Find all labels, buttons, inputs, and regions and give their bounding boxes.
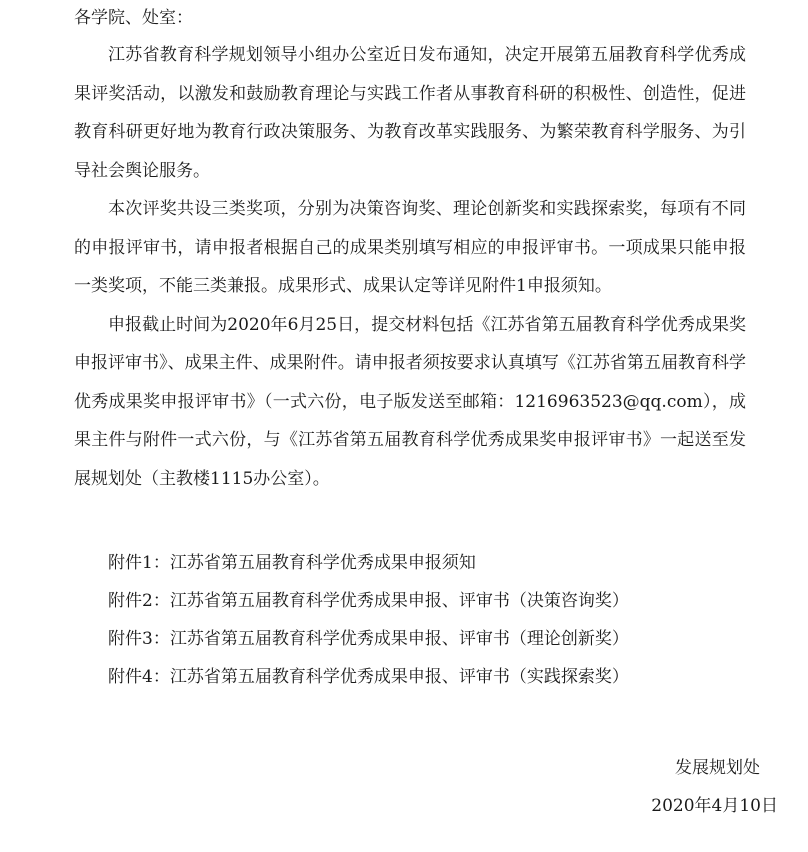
- signature-organization: 发展规划处: [675, 758, 760, 778]
- signature-date: 2020年4月10日: [651, 796, 778, 816]
- attachment-item: 附件2：江苏省第五届教育科学优秀成果申报、评审书（决策咨询奖）: [108, 591, 629, 611]
- notice-document: [74, 0, 746, 696]
- body-paragraph-deadline: 申报截止时间为2020年6月25日，提交材料包括《江苏省第五届教育科学优秀成果奖申报评审书》、成果主件、成果附件。请申报者须按要求认真填写《江苏省第五届教育科学优秀成果奖申报评审书》（一式六份，电子版发送至邮箱：1216963523@qq.com），成果主件与附件一式六份，与《江苏省第五届教育科学优秀成果奖申报评审书》一起送至发展规划处（主教楼1115办公室）。: [74, 314, 746, 489]
- attachment-item: 附件3：江苏省第五届教育科学优秀成果申报、评审书（理论创新奖）: [108, 629, 629, 649]
- body-paragraph-awards: 本次评奖共设三类奖项，分别为决策咨询奖、理论创新奖和实践探索奖，每项有不同的申报评审书，请申报者根据自己的成果类别填写相应的申报评审书。一项成果只能申报一类奖项，不能三类兼报。成果形式、成果认定等详见附件1申报须知。: [74, 199, 746, 296]
- attachment-item: 附件4：江苏省第五届教育科学优秀成果申报、评审书（实践探索奖）: [108, 667, 629, 687]
- attachment-item: 附件1：江苏省第五届教育科学优秀成果申报须知: [108, 553, 476, 573]
- salutation: 各学院、处室：: [74, 8, 193, 28]
- section-spacer: [74, 498, 746, 544]
- body-paragraph-intro: 江苏省教育科学规划领导小组办公室近日发布通知，决定开展第五届教育科学优秀成果评奖活动，以激发和鼓励教育理论与实践工作者从事教育科研的积极性、创造性，促进教育科研更好地为教育行政决策服务、为教育改革实践服务、为繁荣教育科学服务、为引导社会舆论服务。: [74, 45, 746, 181]
- attachment-list: [74, 544, 746, 696]
